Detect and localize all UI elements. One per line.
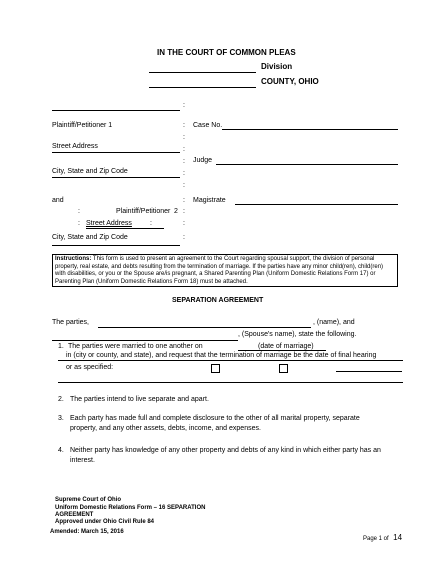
specified-date-line [336,371,402,372]
item1-date-label: (date of marriage) [258,343,314,350]
plaintiff1-label: Plaintiff/Petitioner 1 [52,122,113,129]
city1-label: City, State and Zip Code [52,168,128,175]
item4-number: 4. [58,447,64,454]
plaintiff2-number: 2 [174,208,178,215]
page-prefix: Page 1 of [363,536,389,542]
colon: : [183,102,185,109]
and-label: and [52,197,64,204]
county-line [149,87,256,88]
colon: : [183,122,185,129]
street1-label: Street Address [52,143,98,150]
colon: : [78,220,80,227]
item2-text: The parties intend to live separate and apart. [70,396,209,403]
specified-continuation-line [58,382,403,383]
judge-label: Judge [193,157,213,164]
colon: : [183,146,185,153]
instructions-text: This form is used to present an agreement to the Court regarding spousal support, the division of personal property, real estate, and debts resulting from the termination of marriage. If the parties have any minor child(ren), child(ren) with disabilities, or you or the Spouse are/is pregnant, a Shared Parenting Plan (Uniform Domestic Relations Form 17) or Parenting Plan (Uniform Domestic Relations Form 18) must be attached. [55,256,384,285]
party1-name-line [98,327,311,328]
colon: : [183,134,185,141]
judge-line [216,164,398,165]
item1-text-a: The parties were married to one another on [68,343,203,350]
footer-court: Supreme Court of Ohio [55,497,121,503]
colon: : [150,220,152,227]
item1-text-b: in (city or county, and state), and request that the termination of marriage be the date of final hearing [66,352,377,359]
item1-text-c: or as specified: [66,364,114,371]
footer-amended: Amended: March 15, 2016 [50,529,124,535]
marriage-date-line [238,350,326,351]
instructions-box [52,254,398,287]
as-specified-checkbox[interactable] [279,364,288,373]
marriage-place-line [58,360,403,361]
parties-label: The parties, [52,319,89,326]
county-label: COUNTY, OHIO [261,77,319,86]
agreement-title: SEPARATION AGREEMENT [172,297,264,304]
colon: : [183,208,185,215]
page-total: 14 [393,533,403,542]
footer-form: Uniform Domestic Relations Form – 16 SEPARATION [55,505,206,511]
item3-text-a: Each party has made full and complete disclosure to the other of all marital property, separate [70,415,360,422]
street1-line [52,152,180,153]
case-no-line [222,129,398,130]
colon: : [183,197,185,204]
division-line [149,72,256,73]
street2-line [86,228,164,229]
colon: : [183,170,185,177]
colon: : [183,182,185,189]
case-no-label: Case No. [193,122,223,129]
item4-text-a: Neither party has knowledge of any other property and debts of any kind in which either party has an [70,447,381,454]
magistrate-label: Magistrate [193,197,226,204]
item3-text-b: property, and any other assets, debts, income, and expenses. [70,425,261,432]
spouse-label: , (Spouse's name), state the following. [238,331,357,338]
magistrate-line [235,204,398,205]
item2-number: 2. [58,396,64,403]
plaintiff1-name-line [52,110,180,111]
city2-line [52,245,180,246]
plaintiff2-label: Plaintiff/Petitioner [116,208,171,215]
city2-label: City, State and Zip Code [52,234,128,241]
colon: : [183,220,185,227]
city1-line [52,177,180,178]
name-label: , (name), and [313,319,355,326]
item4-text-b: interest. [70,457,95,464]
footer-form-name: AGREEMENT [55,512,94,518]
page-indicator [363,527,402,545]
footer-approved: Approved under Ohio Civil Rule 84 [55,519,155,525]
court-title: IN THE COURT OF COMMON PLEAS [157,48,296,57]
instructions-label: Instructions: [55,256,92,262]
colon: : [183,234,185,241]
colon: : [183,158,185,165]
street2-label: Street Address [86,220,132,227]
final-hearing-checkbox[interactable] [211,364,220,373]
colon: : [78,208,80,215]
item1-number: 1. [58,343,64,350]
item3-number: 3. [58,415,64,422]
party2-name-line [52,340,238,341]
division-label: Division [261,62,293,71]
